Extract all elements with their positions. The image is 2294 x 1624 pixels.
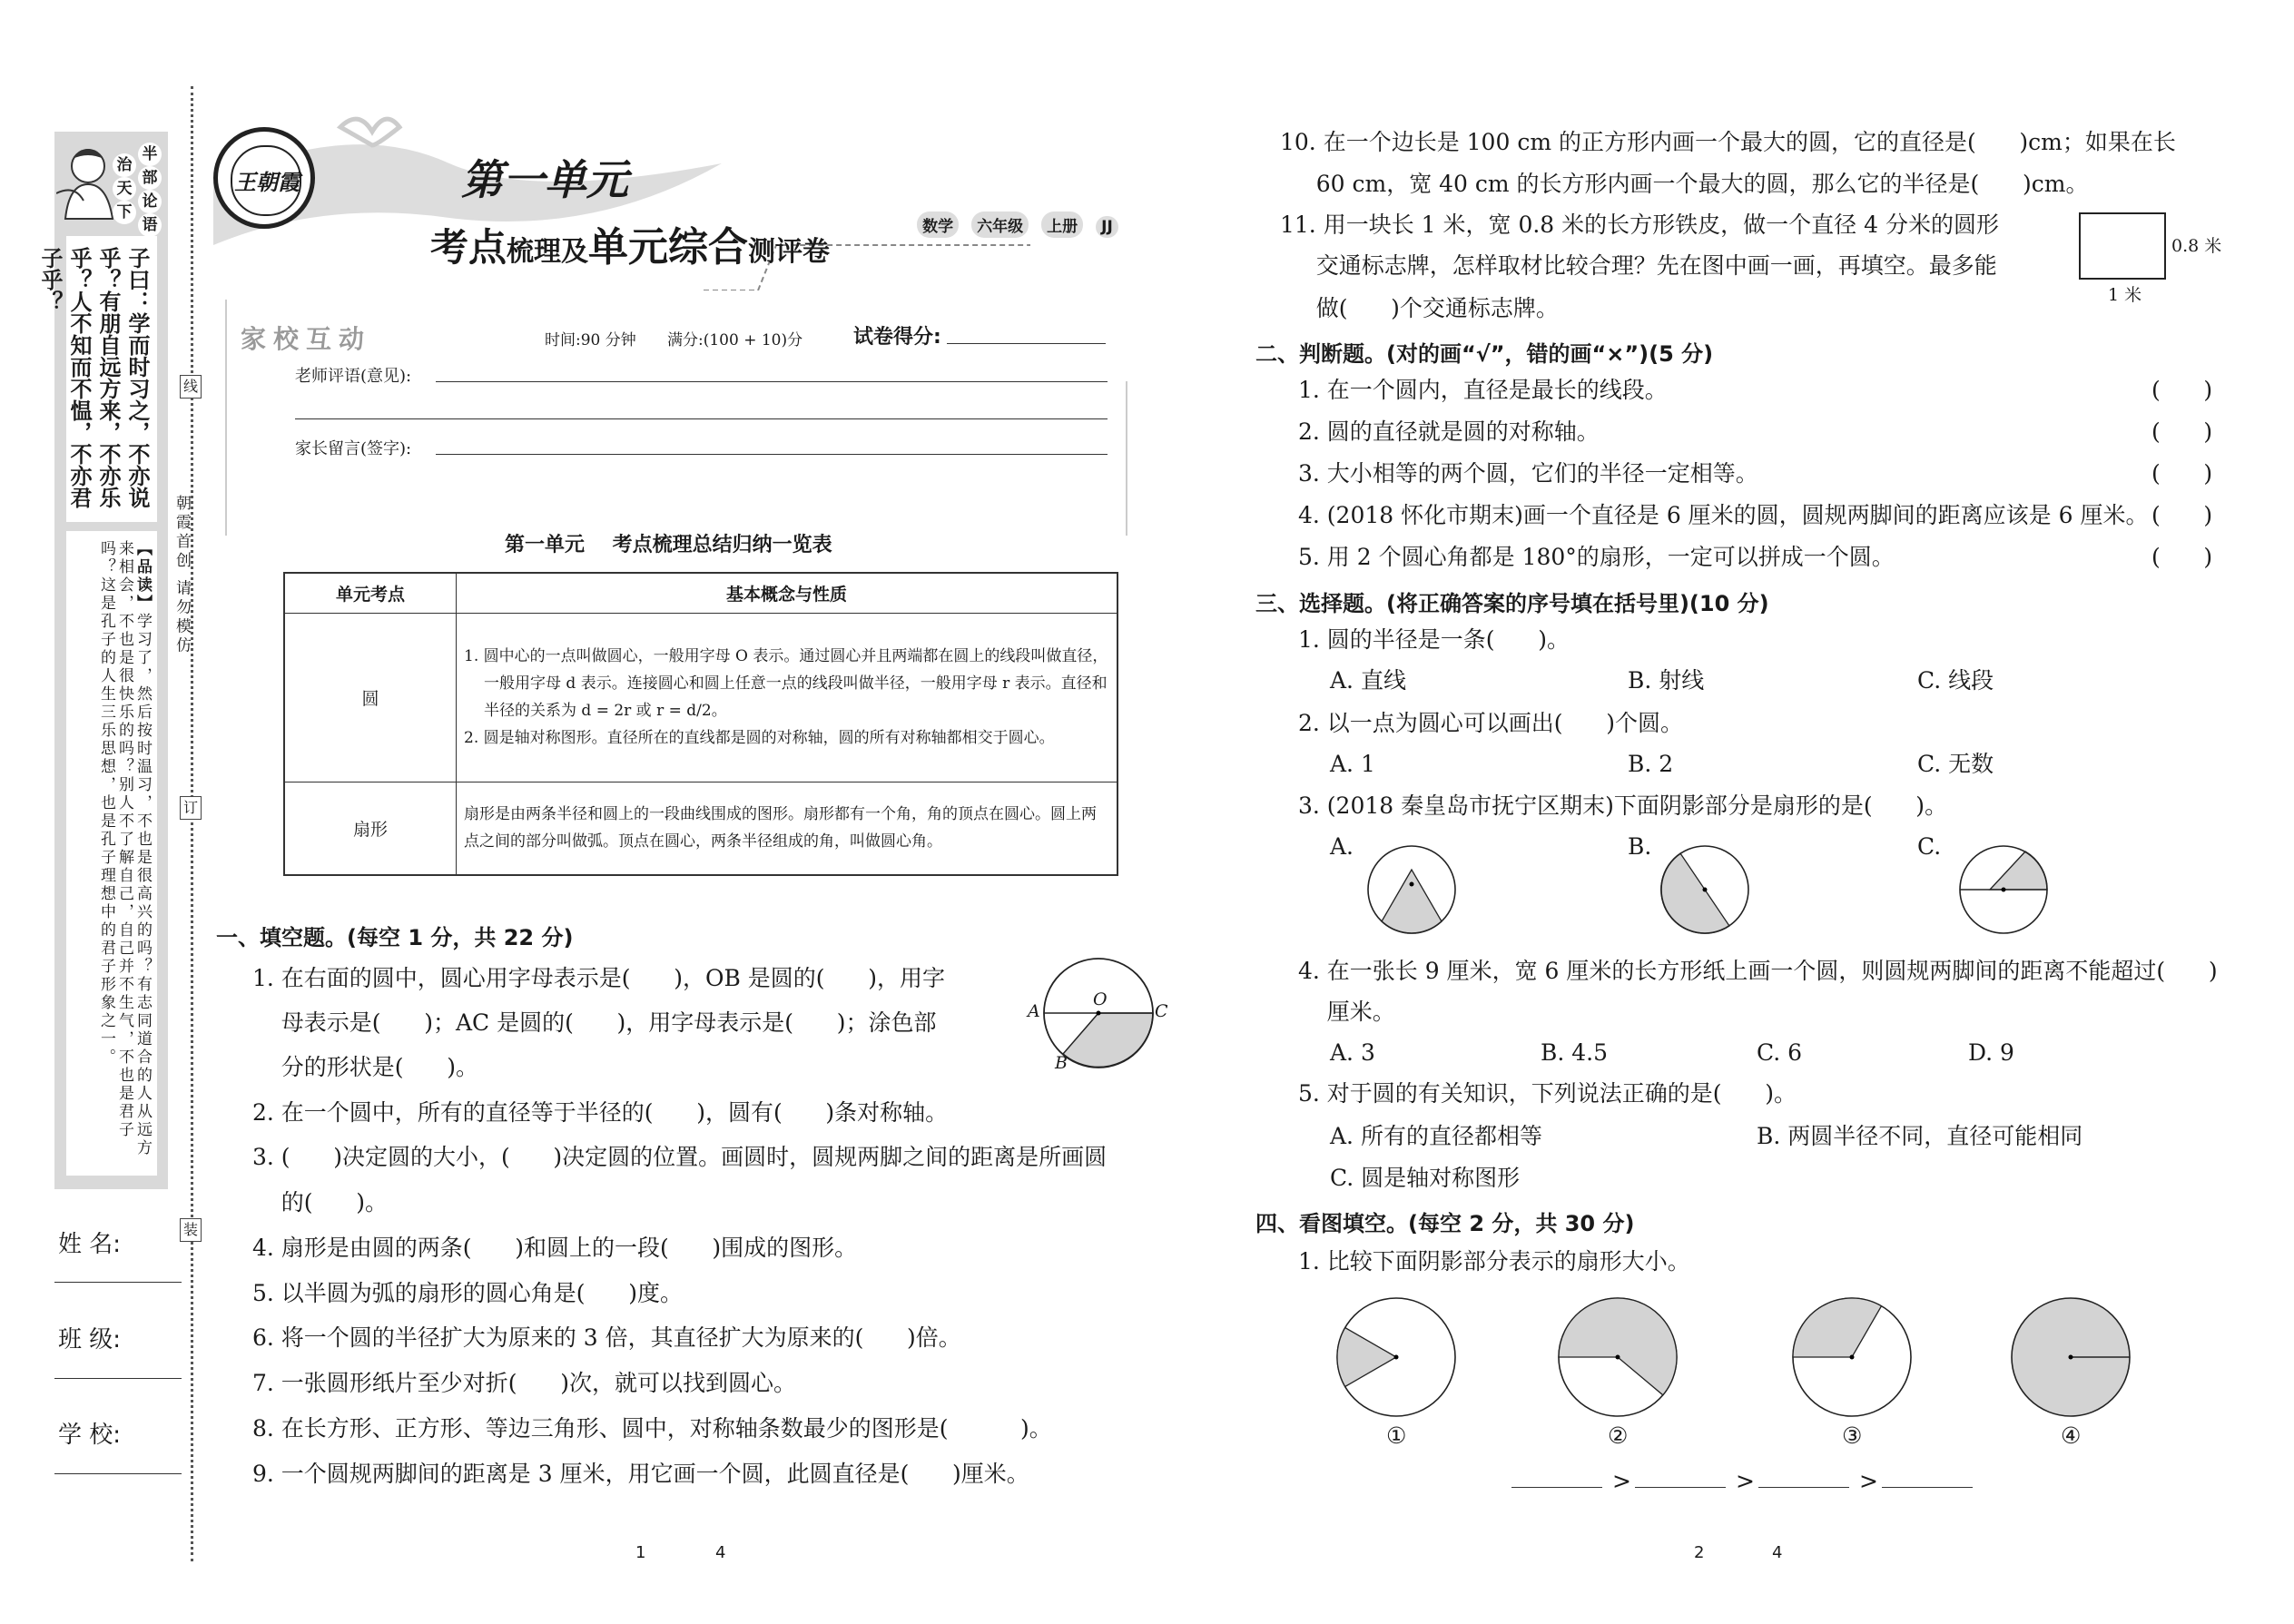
name-input[interactable]	[54, 1282, 182, 1283]
parent-comment-input[interactable]	[436, 454, 1108, 455]
length-label: 1 米	[2108, 285, 2142, 305]
section-2-title: 二、判断题。(对的画“√”，错的画“×”)(5 分)	[1255, 341, 1714, 367]
teacher-comment-label: 老师评语(意见):	[295, 367, 412, 386]
teacher-comment-input[interactable]	[436, 381, 1108, 382]
sector-figure-2	[1559, 1298, 1677, 1416]
summary-table-title: 第一单元 考点梳理总结归纳一览表	[505, 534, 832, 556]
answer-blank[interactable]	[1758, 1487, 1849, 1488]
point-label: C	[1155, 1001, 1168, 1021]
choice-b-figure	[1661, 846, 1748, 933]
section-4-title: 四、看图填空。(每空 2 分，共 30 分)	[1255, 1211, 1635, 1236]
question-line: 母表示是( )；AC 是圆的( )，用字母表示是( )；涂色部	[252, 1009, 937, 1036]
question-line: 9. 一个圆规两脚间的距离是 3 厘米，用它画一个圆，此圆直径是( )厘米。	[252, 1461, 1029, 1487]
question-line: 60 cm，宽 40 cm 的长方形内画一个最大的圆，那么它的半径是( )cm。	[1280, 171, 2089, 197]
question-line: 1. 圆的半径是一条( )。	[1298, 626, 1570, 653]
course-tags	[908, 194, 1131, 238]
exam-time: 时间:90 分钟	[545, 331, 636, 349]
concept-item: 1. 圆中心的一点叫做圆心，一般用字母 O 表示。通过圆心并且两端都在圆上的线段叫做直径，一般用字母 d 表示。连接圆心和圆上任意一点的线段叫做半径，一般用字母 r 表示。直径和半径的关系为 d = 2r 或 r = d/2。	[464, 647, 1108, 720]
question-line: 分的形状是( )。	[252, 1054, 478, 1080]
option: B.	[1628, 833, 1652, 860]
full-score: 满分:(100 + 10)分	[667, 331, 803, 349]
option: B. 两圆半径不同，直径可能相同	[1757, 1123, 2083, 1149]
figure-label: ③	[1842, 1422, 1863, 1449]
point-label: B	[1055, 1053, 1068, 1073]
judge-item: 3. 大小相等的两个圆，它们的半径一定相等。	[1298, 460, 1758, 487]
school-label: 学 校:	[58, 1422, 122, 1449]
page-number: 2	[1694, 1543, 1705, 1562]
answer-blank[interactable]: ( )	[2151, 377, 2213, 403]
motto-char: 下	[113, 201, 136, 224]
sector-figure-1	[1337, 1298, 1455, 1416]
answer-blank[interactable]	[1511, 1487, 1602, 1488]
reading-tag: 【品读】	[133, 540, 152, 613]
divider	[225, 300, 227, 536]
question-line: 3. ( )决定圆的大小，( )决定圆的位置。画圆时，圆规两脚之间的距离是所画圆	[252, 1144, 1108, 1170]
motto-char: 治	[113, 153, 136, 177]
question-line: 5. 对于圆的有关知识，下列说法正确的是( )。	[1298, 1080, 1797, 1107]
question-line: 2. 在一个圆中，所有的直径等于半径的( )，圆有( )条对称轴。	[252, 1099, 949, 1126]
table-header: 单元考点	[284, 573, 457, 613]
reading-text: 学习了，然后按时温习，不也是很高兴的吗？有志同道合的人从远方来相会，不也是很快乐的吗？别人不了解自己，自己并不生气，不也是君子吗？这是孔子的人生三乐思想，也是孔子理想中的君子形象之一。	[97, 540, 152, 1157]
analects-quote: 子曰：学而时习之，不亦说乎？有朋自远方来，不亦乐乎？人不知而不愠，不亦君子乎？	[66, 236, 157, 522]
table-row	[284, 782, 1117, 875]
option: D. 9	[1968, 1039, 2014, 1066]
question-line: 7. 一张圆形纸片至少对折( )次，就可以找到圆心。	[252, 1370, 796, 1396]
question-line: 交通标志牌，怎样取材比较合理？先在图中画一画，再填空。最多能	[1280, 252, 1997, 279]
width-label: 0.8 米	[2171, 236, 2222, 256]
motto-char: 语	[138, 213, 162, 237]
judge-item: 2. 圆的直径就是圆的对称轴。	[1298, 418, 1600, 445]
sector-figure-4	[2012, 1298, 2130, 1416]
topic-cell: 扇形	[284, 782, 457, 875]
question-line: 2. 以一点为圆心可以画出( )个圆。	[1298, 710, 1683, 736]
question-line: 11. 用一块长 1 米，宽 0.8 米的长方形铁皮，做一个直径 4 分米的圆形	[1280, 212, 1999, 238]
unit-title: 第一单元	[461, 155, 628, 204]
motto-char: 半	[138, 143, 162, 166]
answer-blank[interactable]: ( )	[2151, 544, 2213, 570]
term-tag: 上册	[1041, 212, 1083, 238]
grade-tag: 六年级	[971, 212, 1029, 238]
school-input[interactable]	[54, 1473, 182, 1474]
point-label: O	[1093, 989, 1108, 1009]
question-line: 4. 扇形是由圆的两条( )和圆上的一段( )围成的图形。	[252, 1235, 858, 1261]
score-input[interactable]	[947, 343, 1106, 344]
score-label: 试卷得分:	[853, 326, 941, 349]
answer-blank[interactable]: ( )	[2151, 502, 2213, 528]
cut-mark: 线	[180, 375, 202, 399]
binding-line	[191, 86, 193, 1561]
figure-label: ②	[1608, 1422, 1629, 1449]
summary-table	[283, 572, 1118, 876]
option: C. 无数	[1917, 751, 1994, 777]
answer-blank[interactable]: ( )	[2151, 418, 2213, 445]
brand-logo	[213, 127, 315, 229]
option: C. 圆是轴对称图形	[1330, 1165, 1521, 1191]
question-line: 10. 在一个边长是 100 cm 的正方形内画一个最大的圆，它的直径是( )cm；如果在长	[1280, 129, 2176, 155]
judge-item: 4. (2018 怀化市期末)画一个直径是 6 厘米的圆，圆规两脚间的距离应该是 6 厘米。	[1298, 502, 2149, 528]
motto-char: 论	[138, 190, 162, 213]
option: C.	[1917, 833, 1942, 860]
choice-a-figure	[1368, 846, 1455, 933]
question-line: 1. 在右面的圆中，圆心用字母表示是( )，OB 是圆的( )，用字	[252, 965, 945, 991]
table-header: 基本概念与性质	[457, 573, 1118, 613]
cut-mark: 装	[180, 1218, 202, 1242]
greater-than: >	[1736, 1468, 1755, 1494]
sheet-rectangle	[2079, 212, 2166, 280]
question-line: 的( )。	[252, 1189, 388, 1216]
paper-subtitle	[430, 214, 830, 272]
copyright-note: 朝霞首创 请勿模仿	[172, 495, 191, 656]
greater-than: >	[1612, 1468, 1631, 1494]
point-label: A	[1028, 1001, 1040, 1021]
option: A. 1	[1330, 751, 1375, 777]
figure-label: ①	[1386, 1422, 1407, 1449]
teacher-comment-line2[interactable]	[295, 418, 1108, 419]
sector-choice-figures	[1344, 835, 2161, 944]
page-number: 1	[635, 1543, 646, 1562]
subtitle-part: 测评卷	[748, 236, 831, 268]
parent-comment-label: 家长留言(签字):	[295, 439, 412, 458]
answer-blank[interactable]: ( )	[2151, 460, 2213, 487]
option: B. 2	[1628, 751, 1674, 777]
sidebar-analects	[37, 132, 168, 1189]
option: A. 所有的直径都相等	[1330, 1123, 1542, 1149]
cut-mark: 订	[180, 796, 202, 820]
page-number: 4	[715, 1543, 726, 1562]
edition-tag: JJ	[1096, 216, 1118, 238]
divider	[1126, 381, 1127, 536]
sector-compare-figures	[1316, 1289, 2133, 1425]
page-number: 4	[1772, 1543, 1783, 1562]
question-line: 8. 在长方形、正方形、等边三角形、圆中，对称轴条数最少的图形是( )。	[252, 1415, 1052, 1442]
judge-item: 1. 在一个圆内，直径是最长的线段。	[1298, 377, 1668, 403]
subtitle-part: 单元综合	[588, 224, 749, 271]
section-3-title: 三、选择题。(将正确答案的序号填在括号里)(10 分)	[1255, 591, 1769, 616]
option: A. 直线	[1330, 667, 1406, 694]
answer-blank[interactable]	[1882, 1487, 1973, 1488]
option: A. 3	[1330, 1039, 1375, 1066]
question-line: 做( )个交通标志牌。	[1280, 295, 1559, 321]
class-label: 班 级:	[58, 1326, 122, 1353]
section-1-title: 一、填空题。(每空 1 分，共 22 分)	[216, 925, 574, 950]
home-school-heading: 家校互动	[241, 324, 372, 354]
option: C. 线段	[1917, 667, 1994, 694]
motto-char: 部	[138, 166, 162, 190]
subtitle-part: 考点	[430, 225, 507, 270]
table-row	[284, 613, 1117, 782]
option: C. 6	[1757, 1039, 1803, 1066]
question-line: 5. 以半圆为弧的扇形的圆心角是( )度。	[252, 1280, 683, 1306]
cartoon-scholar-icon	[56, 139, 120, 221]
logo-text: 王朝霞	[234, 169, 300, 195]
topic-cell: 圆	[284, 613, 457, 782]
greater-than: >	[1859, 1468, 1878, 1494]
choice-c-figure	[1960, 846, 2047, 933]
analects-reading	[66, 531, 157, 1176]
class-input[interactable]	[54, 1378, 182, 1379]
name-label: 姓 名:	[58, 1231, 122, 1258]
judge-item: 5. 用 2 个圆心角都是 180°的扇形，一定可以拼成一个圆。	[1298, 544, 1895, 570]
question-line: 1. 比较下面阴影部分表示的扇形大小。	[1298, 1248, 1690, 1275]
subject-tag: 数学	[917, 212, 959, 238]
question-line: 4. 在一张长 9 厘米，宽 6 厘米的长方形纸上画一个圆，则圆规两脚间的距离不能超过( )	[1298, 958, 2218, 984]
sector-figure-3	[1793, 1298, 1911, 1416]
concept-item: 扇形是由两条半径和圆上的一段曲线围成的图形。扇形都有一个角，角的顶点在圆心。圆上两点之间的部分叫做弧。顶点在圆心，两条半径组成的角，叫做圆心角。	[457, 782, 1118, 875]
option: A.	[1330, 833, 1354, 860]
question-line: 6. 将一个圆的半径扩大为原来的 3 倍，其直径扩大为原来的( )倍。	[252, 1324, 961, 1351]
option: B. 射线	[1628, 667, 1705, 694]
subtitle-part: 梳理及	[507, 236, 589, 268]
question-line: 3. (2018 秦皇岛市抚宁区期末)下面阴影部分是扇形的是( )。	[1298, 792, 1948, 819]
option: B. 4.5	[1541, 1039, 1609, 1066]
figure-label: ④	[2061, 1422, 2082, 1449]
concept-item: 2. 圆是轴对称图形。直径所在的直线都是圆的对称轴，圆的所有对称轴都相交于圆心。	[464, 729, 1055, 747]
question-line: 厘米。	[1298, 999, 1395, 1025]
motto-char: 天	[113, 177, 136, 201]
answer-blank[interactable]	[1635, 1487, 1726, 1488]
